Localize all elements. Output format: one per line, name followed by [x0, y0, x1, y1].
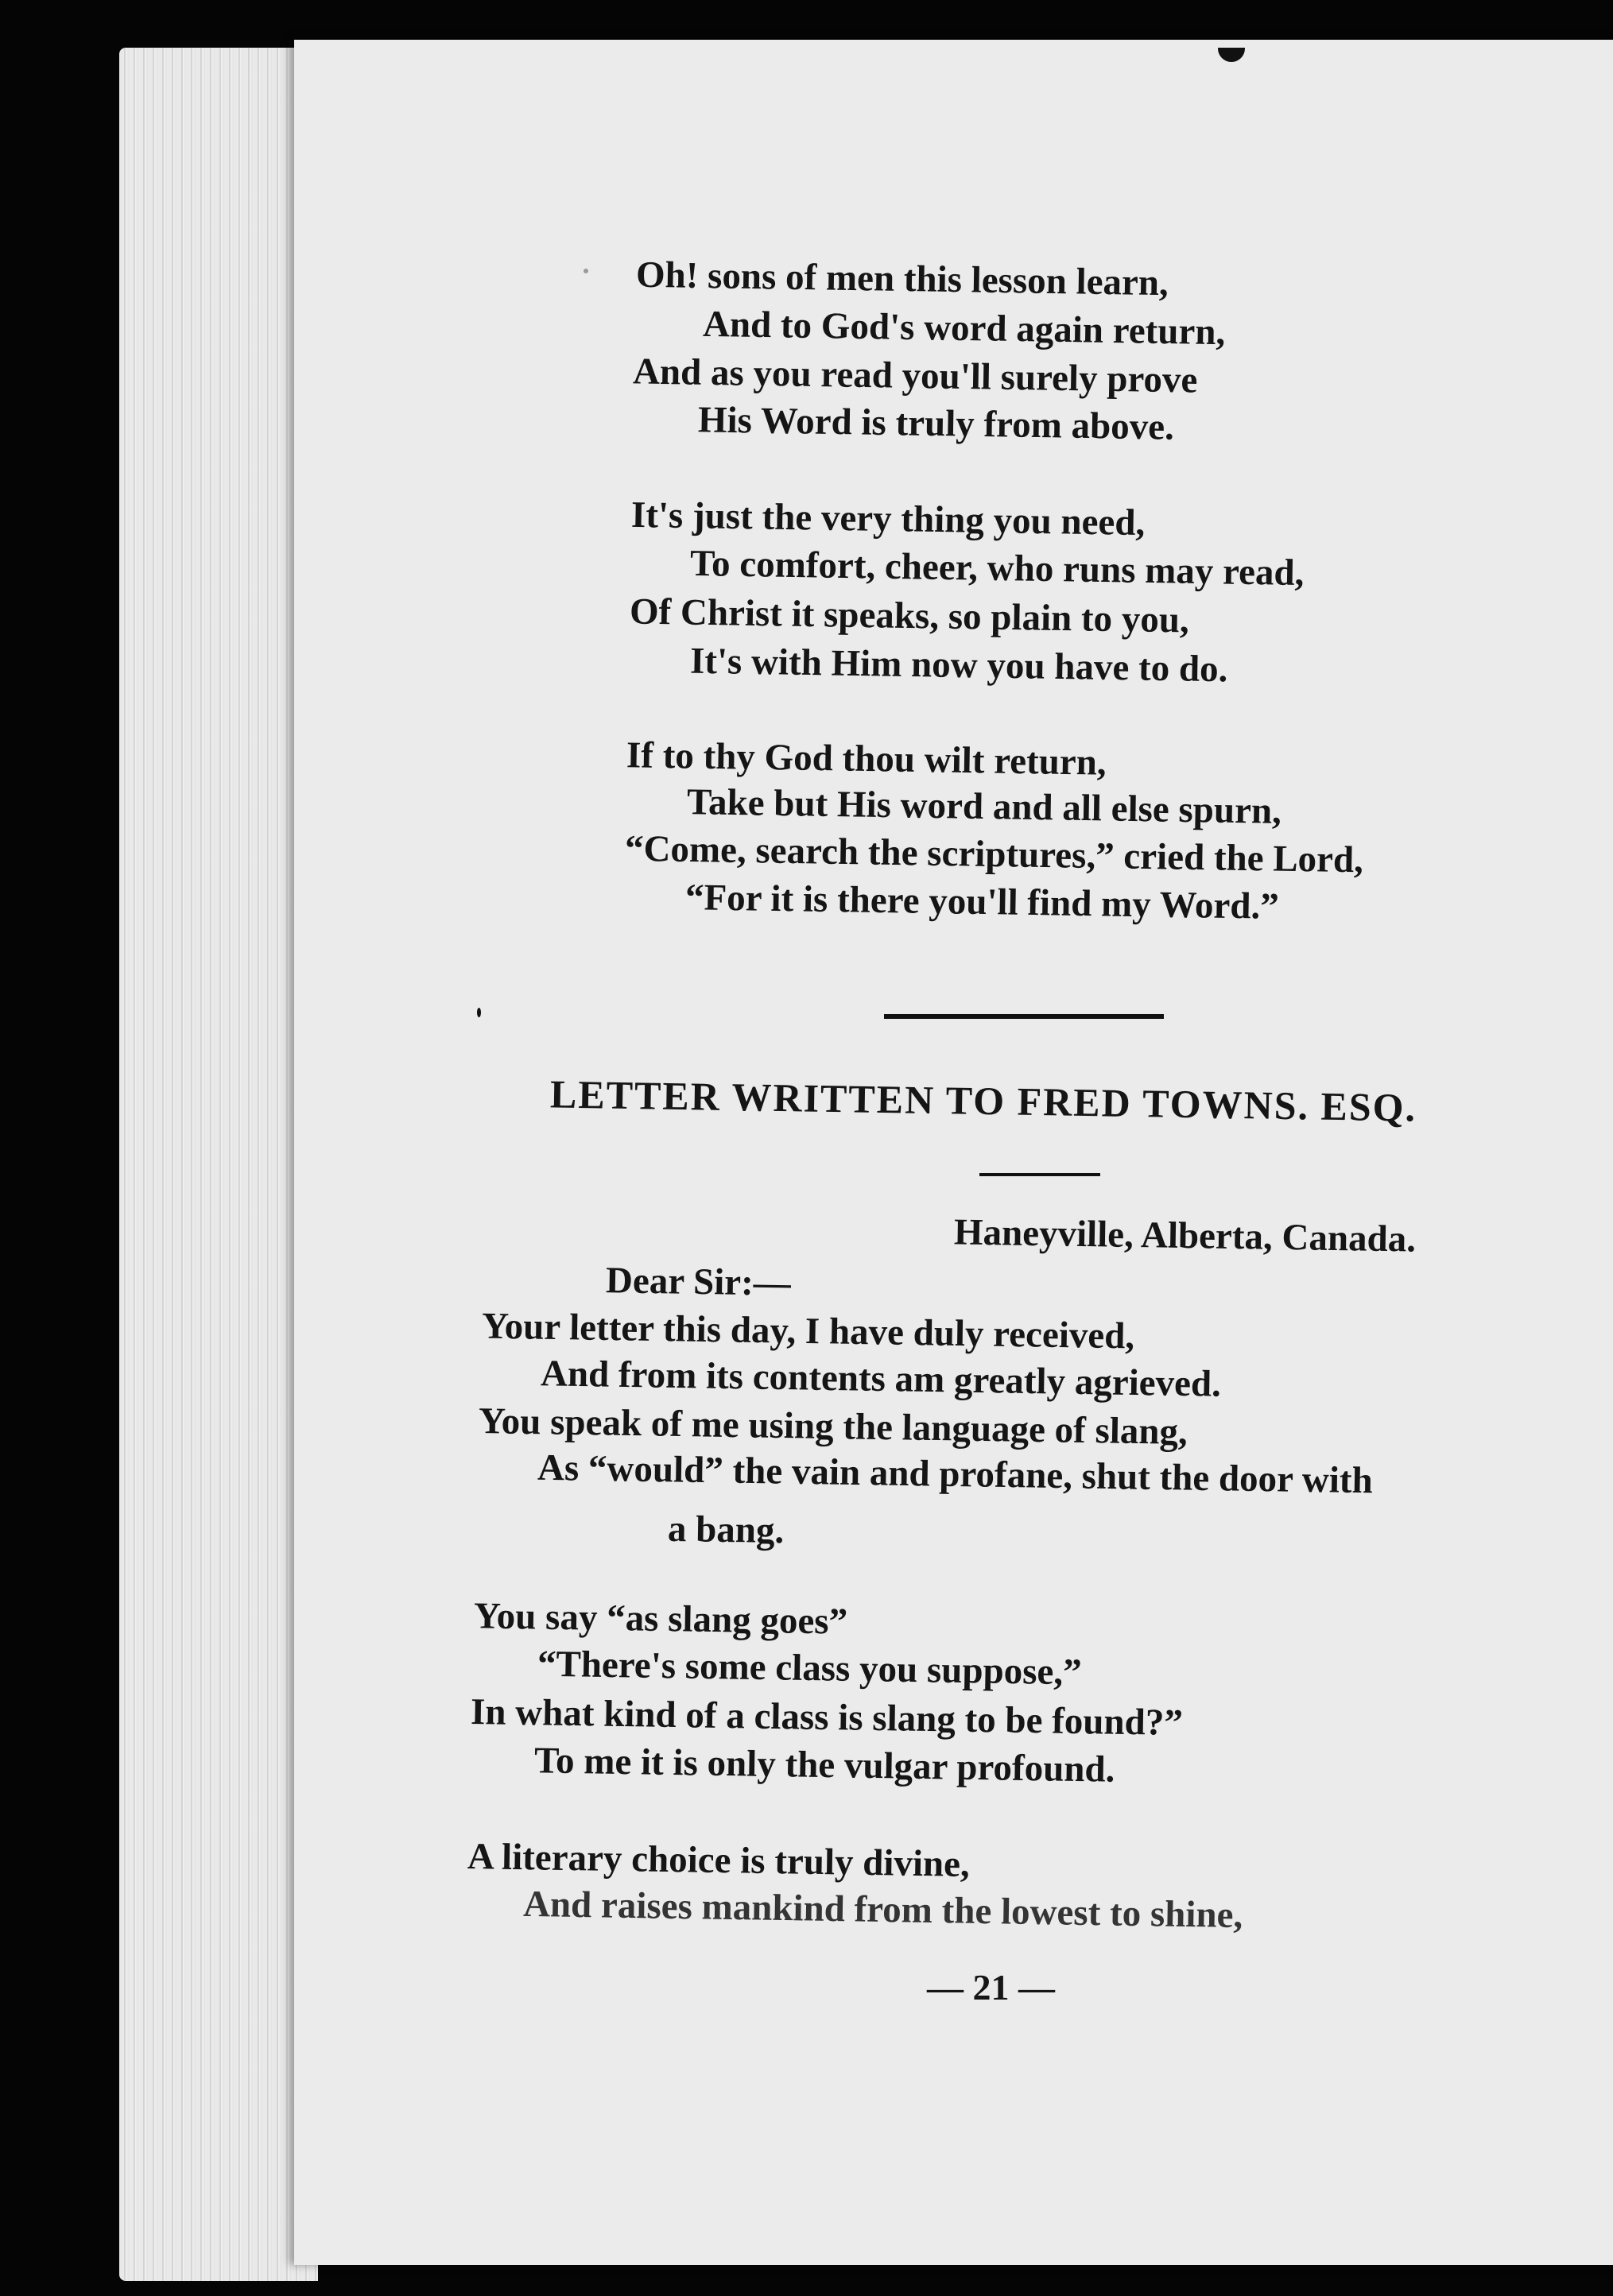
letter-line: Your letter this day, I have duly received,: [481, 1305, 1135, 1357]
letter-place: Haneyville, Alberta, Canada.: [953, 1211, 1417, 1260]
scan-speck: [477, 1008, 481, 1017]
letter-line: And raises mankind from the lowest to shine,: [522, 1883, 1243, 1937]
letter-line: a bang.: [667, 1508, 785, 1552]
poem-line: And to God's word again return,: [702, 303, 1226, 354]
scan-speck: [584, 269, 588, 273]
poem-line: It's just the very thing you need,: [630, 494, 1146, 544]
title-underline: [979, 1173, 1100, 1176]
poem-line: If to thy God thou wilt return,: [626, 734, 1107, 784]
poem-line: Oh! sons of men this lesson learn,: [635, 254, 1169, 304]
letter-line: A literary choice is truly divine,: [467, 1836, 971, 1885]
letter-line: To me it is only the vulgar profound.: [533, 1740, 1115, 1791]
poem-line: His Word is truly from above.: [697, 399, 1175, 448]
letter-line: You say “as slang goes”: [473, 1595, 848, 1643]
letter-line: As “would” the vain and profane, shut the door with: [537, 1446, 1374, 1502]
letter-line: And from its contents am greatly agrieved.: [540, 1353, 1222, 1405]
poem-line: It's with Him now you have to do.: [689, 640, 1228, 691]
poem-line: Of Christ it speaks, so plain to you,: [629, 590, 1190, 641]
letter-salutation: Dear Sir:—: [605, 1260, 792, 1304]
letter-line: “There's some class you suppose,”: [537, 1643, 1082, 1694]
poem-line: “Come, search the scriptures,” cried the Lord,: [624, 827, 1364, 881]
section-divider: [884, 1014, 1164, 1019]
poem-line: Take but His word and all else spurn,: [686, 781, 1282, 832]
poem-line: And as you read you'll surely prove: [632, 350, 1198, 401]
poem-line: To comfort, cheer, who runs may read,: [689, 542, 1305, 594]
poem-line: “For it is there you'll find my Word.”: [684, 877, 1280, 927]
page-number: — 21 —: [927, 1967, 1055, 2008]
letter-line: In what kind of a class is slang to be found?”: [470, 1690, 1184, 1744]
page-edges: [119, 48, 318, 2281]
letter-line: You speak of me using the language of slang,: [478, 1400, 1188, 1454]
letter-title: LETTER WRITTEN TO FRED TOWNS. ESQ.: [549, 1071, 1417, 1130]
